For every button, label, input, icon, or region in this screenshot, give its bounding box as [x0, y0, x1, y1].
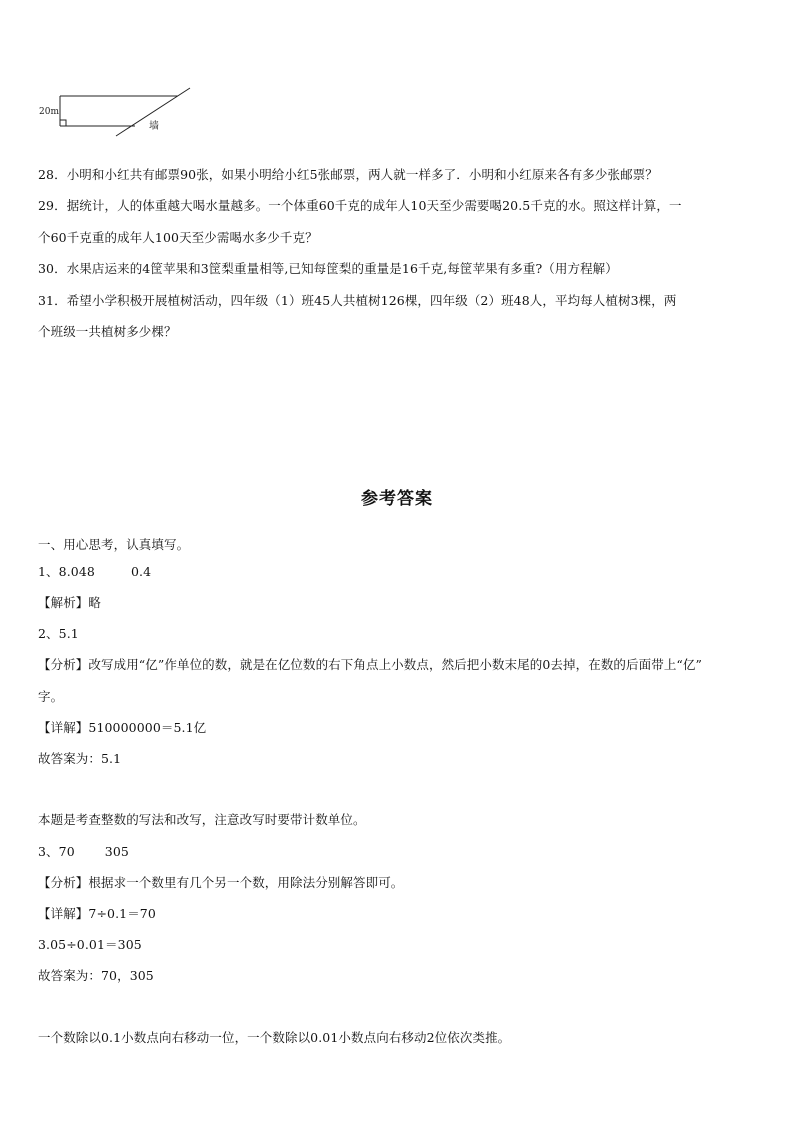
- right-angle-mark: [60, 120, 66, 126]
- answer-3-analysis: 【分析】根据求一个数里有几个另一个数，用除法分别解答即可。: [38, 875, 404, 890]
- answer-1-value: 0.4: [130, 564, 152, 579]
- question-28: 28．小明和小红共有邮票90张，如果小明给小红5张邮票，两人就一样多了．小明和小红原来各有多少张邮票？: [38, 167, 658, 182]
- answer-3-number: 3、70: [38, 844, 75, 859]
- question-29-line2: 个60千克重的成年人100天至少需喝水多少千克？: [38, 230, 318, 245]
- answer-3-summary: 一个数除以0.1小数点向右移动一位，一个数除以0.01小数点向右移动2位依次类推。: [38, 1030, 511, 1045]
- answer-2: 2、5.1: [38, 626, 79, 641]
- question-30: 30．水果店运来的4筐苹果和3筐梨重量相等,已知每筐梨的重量是16千克,每筐苹果有多重?（用方程解）: [38, 261, 618, 276]
- wall-fence-figure: [30, 78, 200, 138]
- answer-2-summary: 本题是考查整数的写法和改写，注意改写时要带计数单位。: [38, 812, 366, 827]
- question-31-line2: 个班级一共植树多少棵？: [38, 324, 177, 339]
- section-1-heading: 一、用心思考，认真填写。: [38, 537, 190, 552]
- answer-1-note: 【解析】略: [38, 595, 102, 610]
- answer-3-detail: 【详解】7÷0.1＝70: [38, 906, 156, 921]
- answer-3-detail-2: 3.05÷0.01＝305: [38, 937, 142, 952]
- answer-2-final: 故答案为：5.1: [38, 751, 122, 766]
- answer-3-value: 305: [104, 844, 129, 859]
- answer-3-final: 故答案为：70，305: [38, 968, 154, 983]
- answer-key-title: 参考答案: [361, 489, 433, 509]
- answer-1: [38, 564, 151, 580]
- answer-2-analysis-line2: 字。: [38, 689, 64, 704]
- answer-3: [38, 844, 129, 860]
- wall-label: 墙: [149, 121, 159, 132]
- height-label: 20m: [39, 107, 59, 117]
- answer-2-detail: 【详解】510000000＝5.1亿: [38, 720, 207, 735]
- question-31-line1: 31．希望小学积极开展植树活动，四年级（1）班45人共植树126棵，四年级（2）班48人，平均每人植树3棵，两: [38, 293, 677, 308]
- answer-2-analysis-line1: 【分析】改写成用“亿”作单位的数，就是在亿位数的右下角点上小数点，然后把小数末尾的0去掉，在数的后面带上“亿”: [38, 657, 703, 672]
- answer-1-number: 1、8.048: [38, 564, 95, 579]
- question-29-line1: 29．据统计，人的体重越大喝水量越多。一个体重60千克的成年人10天至少需要喝20.5千克的水。照这样计算，一: [38, 198, 682, 213]
